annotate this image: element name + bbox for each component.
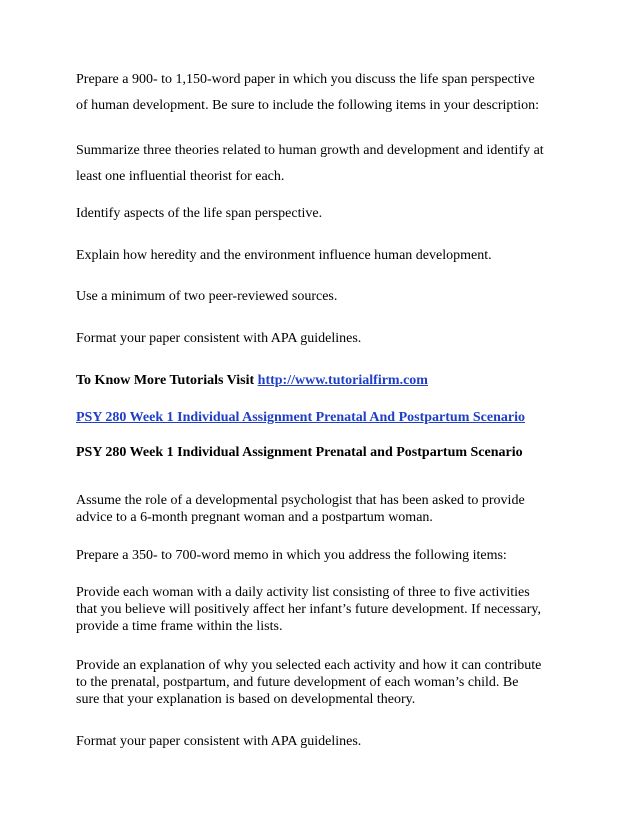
memo-paragraph: Prepare a 350- to 700-word memo in which you address the following items:	[76, 548, 507, 563]
text-line: advice to a 6-month pregnant woman and a postpartum woman.	[76, 510, 433, 525]
assignment-title: PSY 280 Week 1 Individual Assignment Prenatal and Postpartum Scenario	[76, 445, 523, 460]
explain-paragraph: Explain how heredity and the environment influence human development.	[76, 248, 492, 263]
promo-line	[76, 368, 576, 394]
role-paragraph	[76, 492, 576, 526]
text-line: Provide an explanation of why you selected each activity and how it can contribute	[76, 658, 542, 673]
text-line: provide a time frame within the lists.	[76, 619, 283, 634]
text-line: that you believe will positively affect her infant’s future development. If necessary,	[76, 602, 541, 617]
explanation-paragraph	[76, 657, 576, 708]
identify-paragraph: Identify aspects of the life span perspective.	[76, 206, 323, 221]
sources-paragraph: Use a minimum of two peer-reviewed sources.	[76, 289, 338, 304]
format-paragraph-2: Format your paper consistent with APA guidelines.	[76, 734, 362, 749]
promo-label: To Know More Tutorials Visit	[76, 373, 258, 388]
text-line: Provide each woman with a daily activity list consisting of three to five activities	[76, 585, 530, 600]
text-line: of human development. Be sure to include the following items in your description:	[76, 98, 540, 113]
activities-paragraph	[76, 584, 576, 635]
text-line: Assume the role of a developmental psychologist that has been asked to provide	[76, 493, 525, 508]
text-line: least one influential theorist for each.	[76, 169, 285, 184]
assignment-link[interactable]: PSY 280 Week 1 Individual Assignment Prenatal And Postpartum Scenario	[76, 410, 525, 425]
tutorialfirm-link[interactable]: http://www.tutorialfirm.com	[257, 373, 428, 388]
text-line: to the prenatal, postpartum, and future development of each woman’s child. Be	[76, 675, 519, 690]
text-line: Prepare a 900- to 1,150-word paper in which you discuss the life span perspective	[76, 72, 535, 87]
format-paragraph: Format your paper consistent with APA guidelines.	[76, 331, 362, 346]
assignment-link-line	[76, 405, 576, 431]
text-line: sure that your explanation is based on developmental theory.	[76, 692, 416, 707]
summarize-paragraph	[76, 138, 576, 190]
text-line: Summarize three theories related to human growth and development and identify at	[76, 143, 544, 158]
intro-paragraph	[76, 67, 576, 119]
